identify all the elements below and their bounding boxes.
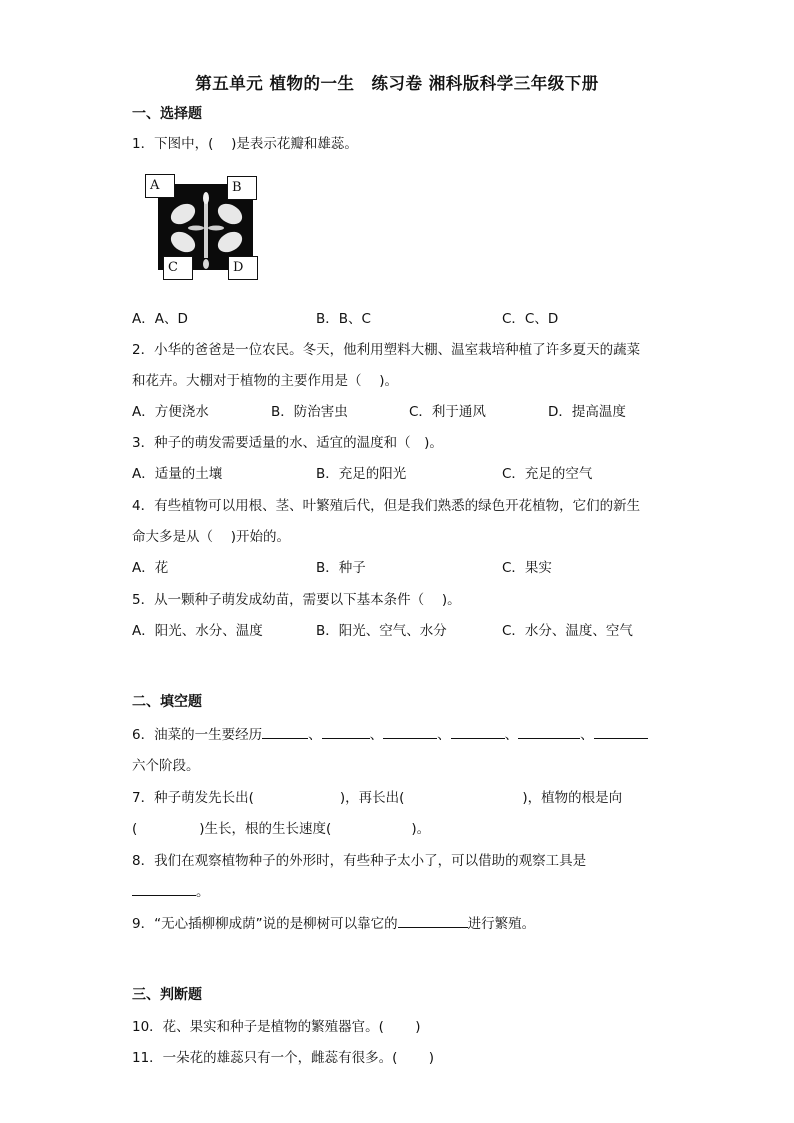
- option-a[interactable]: A．适量的土壤: [132, 466, 223, 482]
- question-10-stem: 10．花、果实和种子是植物的繁殖器官。( ): [132, 1019, 421, 1035]
- question-5-options: [132, 619, 672, 639]
- answer-blank[interactable]: [132, 881, 196, 896]
- answer-blank[interactable]: [451, 724, 505, 739]
- answer-blank[interactable]: [383, 724, 437, 739]
- option-c[interactable]: C．C、D: [502, 311, 559, 327]
- question-4-options: [132, 556, 672, 576]
- question-1-options: [132, 307, 672, 327]
- question-6-line-1: 6．油菜的一生要经历 、 、 、 、 、: [132, 723, 648, 743]
- figure-label-b: B: [227, 176, 257, 200]
- option-c[interactable]: C．利于通风: [409, 404, 486, 420]
- question-7-line-2: ( )生长，根的生长速度( )。: [132, 821, 431, 837]
- section-heading-judge: 三、判断题: [132, 987, 202, 1003]
- question-3-options: [132, 462, 672, 482]
- question-6-prefix: 6．油菜的一生要经历: [132, 727, 263, 743]
- section-heading-choice: 一、选择题: [132, 106, 202, 122]
- answer-blank[interactable]: [322, 724, 370, 739]
- answer-blank[interactable]: [518, 724, 580, 739]
- option-b[interactable]: B．种子: [316, 560, 366, 576]
- question-2-line-1: 2．小华的爸爸是一位农民。冬天，他利用塑料大棚、温室栽培种植了许多夏天的蔬菜: [132, 342, 641, 358]
- option-b[interactable]: B．防治害虫: [271, 404, 348, 420]
- question-8-line-2: 。: [132, 880, 210, 900]
- option-c[interactable]: C．果实: [502, 560, 552, 576]
- figure-label-d: D: [228, 256, 258, 280]
- question-2-line-2: 和花卉。大棚对于植物的主要作用是（ )。: [132, 373, 399, 389]
- option-a[interactable]: A．方便浇水: [132, 404, 209, 420]
- option-b[interactable]: B．充足的阳光: [316, 466, 407, 482]
- figure-label-a: A: [145, 174, 175, 198]
- question-8-line-1: 8．我们在观察植物种子的外形时，有些种子太小了，可以借助的观察工具是: [132, 853, 587, 869]
- section-heading-fill: 二、填空题: [132, 694, 202, 710]
- question-4-line-1: 4．有些植物可以用根、茎、叶繁殖后代，但是我们熟悉的绿色开花植物，它们的新生: [132, 498, 641, 514]
- option-a[interactable]: A．花: [132, 560, 169, 576]
- question-7-line-1: 7．种子萌发先长出( )，再长出( )，植物的根是向: [132, 790, 623, 806]
- option-a[interactable]: A．阳光、水分、温度: [132, 623, 263, 639]
- answer-blank[interactable]: [594, 724, 648, 739]
- option-c[interactable]: C．充足的空气: [502, 466, 593, 482]
- answer-blank[interactable]: [398, 913, 468, 928]
- answer-blank[interactable]: [262, 724, 308, 739]
- option-c[interactable]: C．水分、温度、空气: [502, 623, 633, 639]
- page-title: 第五单元 植物的一生 练习卷 湘科版科学三年级下册: [195, 74, 599, 93]
- option-b[interactable]: B．B、C: [316, 311, 371, 327]
- question-5-stem: 5．从一颗种子萌发成幼苗，需要以下基本条件（ )。: [132, 592, 461, 608]
- option-a[interactable]: A．A、D: [132, 311, 188, 327]
- option-d[interactable]: D．提高温度: [548, 404, 626, 420]
- question-11-stem: 11．一朵花的雄蕊只有一个，雌蕊有很多。( ): [132, 1050, 435, 1066]
- question-2-options: [132, 400, 672, 420]
- question-4-line-2: 命大多是从（ )开始的。: [132, 529, 291, 545]
- figure-label-c: C: [163, 256, 193, 280]
- question-1-stem: 1．下图中，( )是表示花瓣和雄蕊。: [132, 136, 358, 152]
- question-9-stem: 9．“无心插柳柳成荫”说的是柳树可以靠它的 进行繁殖。: [132, 912, 535, 932]
- question-6-line-2: 六个阶段。: [132, 758, 200, 774]
- question-3-stem: 3．种子的萌发需要适量的水、适宜的温度和（ )。: [132, 435, 443, 451]
- flower-parts-figure: [143, 172, 261, 280]
- option-b[interactable]: B．阳光、空气、水分: [316, 623, 447, 639]
